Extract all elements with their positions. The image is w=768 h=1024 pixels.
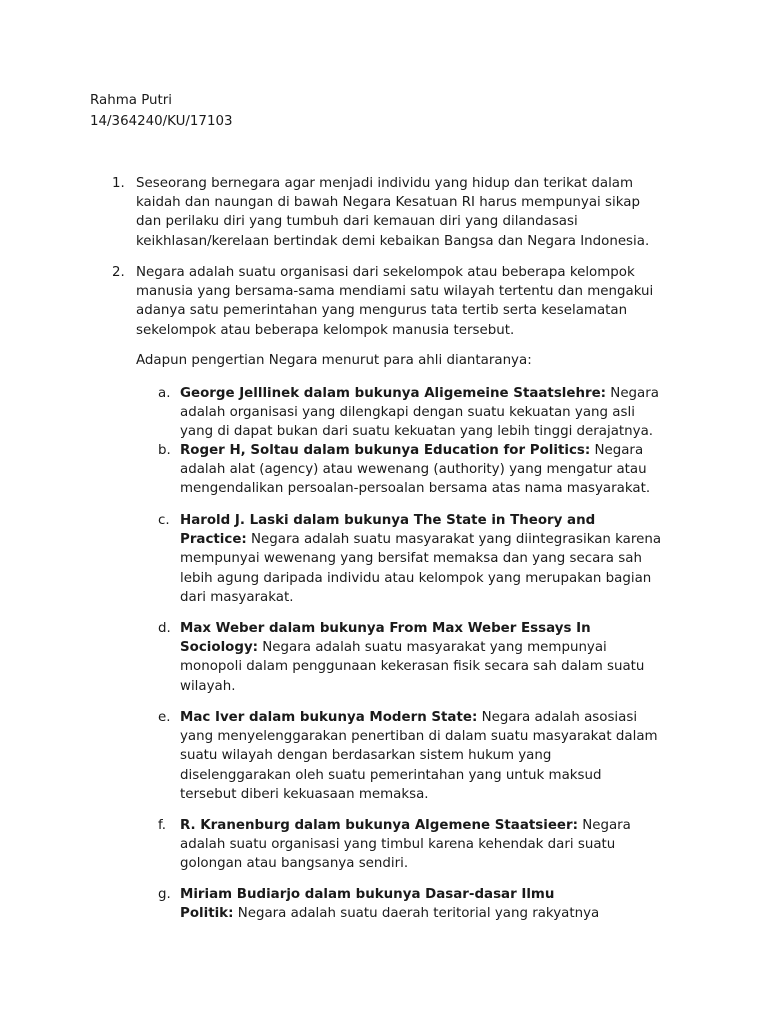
definition-letter: a.: [158, 386, 171, 401]
item-number: 2.: [112, 265, 125, 280]
definition-first-line: [180, 441, 650, 460]
definition-text: Negara adalah suatu masyarakat yang diintegrasikan karena: [246, 532, 662, 548]
definition-second-line: [180, 530, 661, 549]
definition-second-line: [180, 904, 599, 923]
text-line: adalah suatu organisasi yang timbul karena kehendak dari suatu: [180, 837, 616, 853]
definition-source: R. Kranenburg dalam bukunya Algemene Staatsieer:: [180, 818, 578, 833]
definition-letter: f.: [158, 818, 166, 833]
definition-first-line: [180, 511, 661, 530]
text-line: tersebut diberi kekuasaan memaksa.: [180, 786, 429, 802]
text-line: keikhlasan/kerelaan bertindak demi kebaikan Bangsa dan Negara Indonesia.: [136, 233, 650, 249]
definition-text: Negara adalah suatu masyarakat yang mempunyai: [258, 640, 607, 656]
author-name: Rahma Putri: [90, 93, 173, 108]
definition-source-cont: Sociology:: [180, 640, 259, 656]
definition-body: [180, 708, 658, 804]
text-line: mempunyai wewenang yang bersifat memaksa dan yang secara sah: [180, 551, 642, 567]
text-line: golongan atau bangsanya sendiri.: [180, 856, 409, 872]
definition-letter: d.: [158, 621, 171, 636]
definition-source: Max Weber dalam bukunya From Max Weber Essays In: [180, 621, 591, 636]
text-line: yang di dapat bukan dari suatu kekuatan yang lebih tinggi derajatnya.: [180, 424, 654, 440]
text-line: manusia yang bersama-sama mendiami satu wilayah tertentu dan mengakui: [136, 284, 654, 300]
student-id: 14/364240/KU/17103: [90, 114, 233, 129]
definition-text: Negara: [606, 386, 659, 401]
definition-body: [180, 816, 631, 874]
document-header: [90, 90, 233, 132]
definition-source-cont: Politik:: [180, 906, 234, 922]
text-line: Seseorang bernegara agar menjadi individu yang hidup dan terikat dalam: [136, 176, 634, 191]
text-line: dan perilaku diri yang tumbuh dari kemauan diri yang dilandasasi: [136, 214, 578, 230]
definition-first-line: [180, 619, 644, 638]
item-number: 1.: [112, 176, 125, 191]
text-line: lebih agung daripada individu atau kelompok yang merupakan bagian: [180, 570, 652, 586]
text-line: monopoli dalam penggunaan kekerasan fisik secara sah dalam suatu: [180, 659, 645, 675]
definition-letter: b.: [158, 443, 171, 458]
definition-letter: g.: [158, 887, 171, 902]
definition-source: Harold J. Laski dalam bukunya The State in Theory and: [180, 513, 596, 528]
definition-body: [180, 511, 661, 607]
item-text: [136, 174, 649, 251]
definition-text: Negara: [590, 443, 644, 458]
text-line: mengendalikan persoalan-persoalan bersama atas nama masyarakat.: [180, 481, 651, 497]
definition-first-line: [180, 885, 599, 904]
definition-source-cont: Practice:: [180, 532, 247, 548]
definition-second-line: [180, 638, 644, 657]
definition-body: [180, 441, 650, 499]
definition-body: [180, 619, 644, 696]
definition-first-line: [180, 816, 631, 835]
text-line: sekelompok atau beberapa kelompok manusia tersebut.: [136, 322, 515, 338]
item-text: [136, 263, 653, 340]
text-line: adanya satu pemerintahan yang mengurus tata tertib serta keselamatan: [136, 303, 628, 319]
definition-text: Negara adalah suatu daerah teritorial yang rakyatnya: [233, 906, 600, 922]
definition-source: Mac Iver dalam bukunya Modern State:: [180, 710, 478, 725]
definition-source: George Jelllinek dalam bukunya Aligemeine Staatslehre:: [180, 386, 607, 401]
definition-letter: c.: [158, 513, 170, 528]
text-line: adalah alat (agency) atau wewenang (authority) yang mengatur atau: [180, 462, 647, 478]
definition-text: Negara adalah asosiasi: [477, 710, 638, 725]
definition-text: Negara: [577, 818, 631, 833]
definition-source: Miriam Budiarjo dalam bukunya Dasar-dasar Ilmu: [180, 887, 555, 902]
definition-source: Roger H, Soltau dalam bukunya Education for Politics:: [180, 443, 591, 458]
text-line: adalah organisasi yang dilengkapi dengan suatu kekuatan yang asli: [180, 405, 635, 421]
definition-first-line: [180, 708, 658, 727]
text-line: dari masyarakat.: [180, 589, 294, 605]
text-line: diselenggarakan oleh suatu pemerintahan yang untuk maksud: [180, 767, 602, 783]
definition-body: [180, 384, 659, 442]
definitions-intro: Adapun pengertian Negara menurut para ahli diantaranya:: [136, 353, 532, 368]
definition-first-line: [180, 384, 659, 403]
text-line: yang menyelenggarakan penertiban di dalam suatu masyarakat dalam: [180, 729, 658, 745]
definition-body: [180, 885, 599, 923]
text-line: wilayah.: [180, 678, 236, 694]
text-line: kaidah dan naungan di bawah Negara Kesatuan RI harus mempunyai sikap: [136, 195, 640, 211]
definition-letter: e.: [158, 710, 171, 725]
text-line: suatu wilayah dengan berdasarkan sistem hukum yang: [180, 748, 552, 764]
text-line: Negara adalah suatu organisasi dari sekelompok atau beberapa kelompok: [136, 265, 635, 280]
